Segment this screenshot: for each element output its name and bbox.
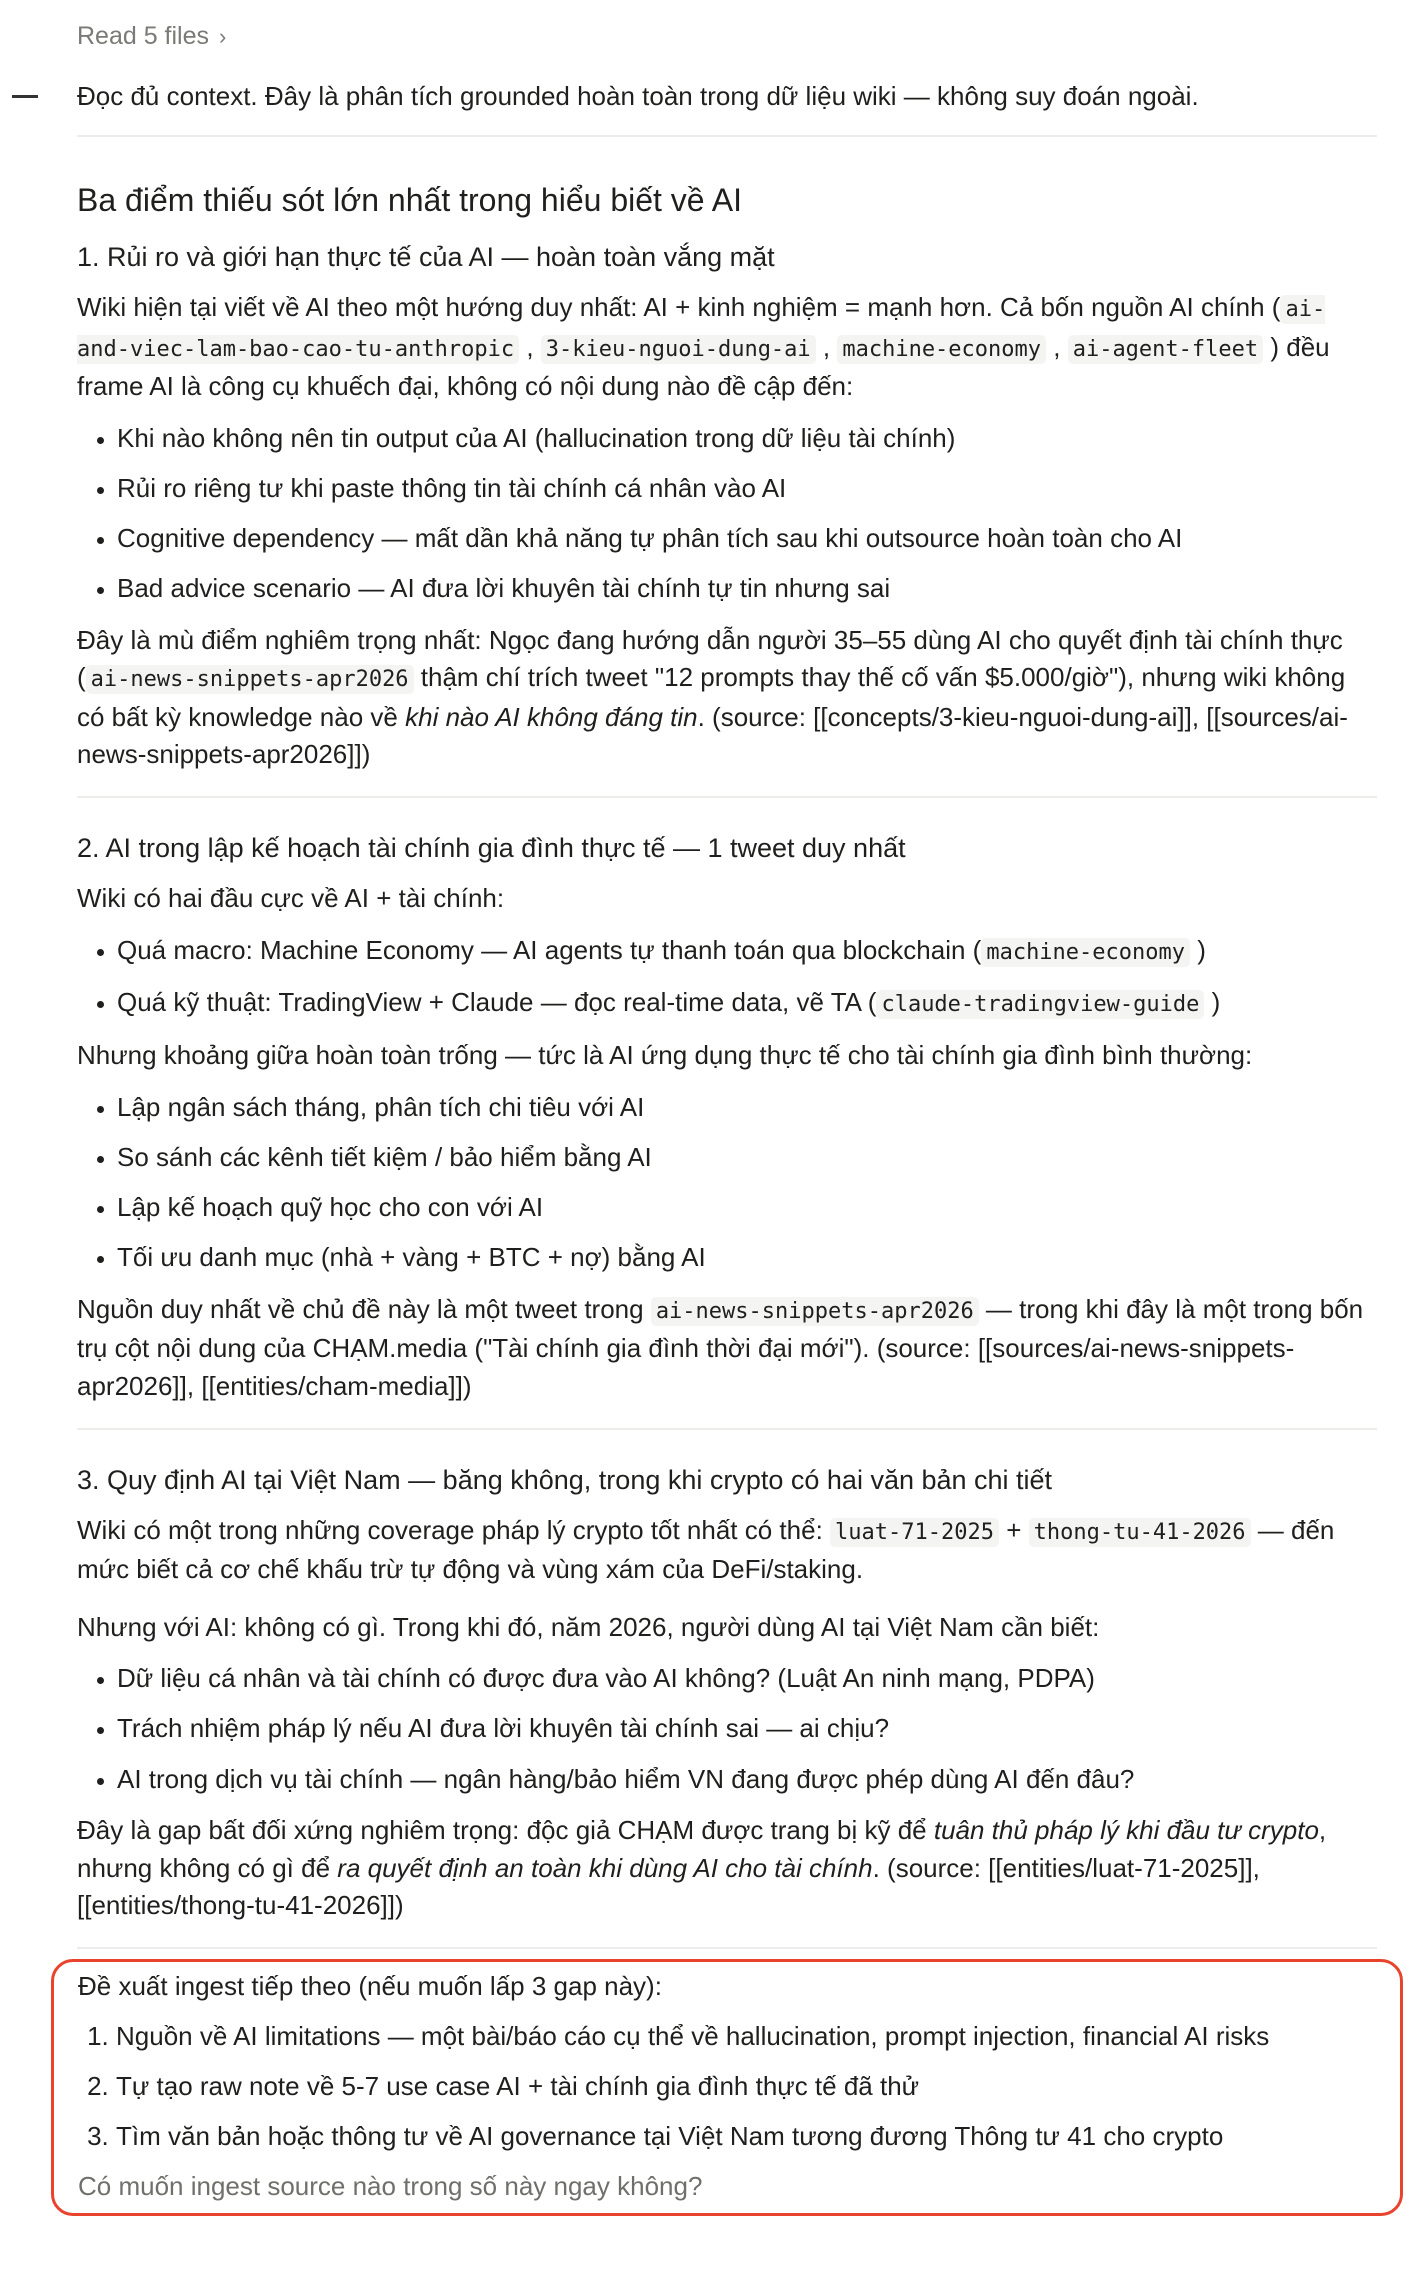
- list-item: • Lập ngân sách tháng, phân tích chi tiêu với AI: [117, 1089, 1377, 1127]
- section-1: [77, 237, 1377, 774]
- inline-code: ai-news-snippets-apr2026: [651, 1297, 979, 1326]
- text-segment: Đây là gap bất đối xứng nghiêm trọng: độc giả CHẠM được trang bị kỹ để: [77, 1815, 934, 1846]
- list-item: 3. Tìm văn bản hoặc thông tư về AI governance tại Việt Nam tương đương Thông tư 41 cho crypto: [116, 2118, 1376, 2156]
- proposal-list: [78, 2018, 1376, 2156]
- list-item: [117, 932, 1377, 972]
- text-segment: ,: [519, 331, 541, 362]
- bullet-list: [77, 1660, 1377, 1798]
- section-paragraph: [77, 880, 1377, 918]
- inline-code: machine-economy: [981, 938, 1190, 967]
- divider: [77, 1428, 1377, 1430]
- emphasis-text: khi nào AI không đáng tin: [405, 701, 698, 732]
- section-paragraph: [77, 1512, 1377, 1589]
- section-paragraph: [77, 622, 1377, 774]
- text-segment: Nhưng với AI: không có gì. Trong khi đó, năm 2026, người dùng AI tại Việt Nam cần biết:: [77, 1611, 1100, 1642]
- list-item: • So sánh các kênh tiết kiệm / bảo hiểm bằng AI: [117, 1139, 1377, 1177]
- list-item: 2. Tự tạo raw note về 5-7 use case AI + tài chính gia đình thực tế đã thử: [116, 2068, 1376, 2106]
- section-paragraph: [77, 289, 1377, 406]
- text-segment: Wiki có hai đầu cực về AI + tài chính:: [77, 883, 505, 914]
- inline-code: luat-71-2025: [830, 1518, 999, 1547]
- text-segment: ) đều frame AI là công cụ khuếch đại, không có nội dung nào đề cập đến:: [77, 331, 1330, 402]
- section-paragraph: [77, 1609, 1377, 1647]
- text-segment: Wiki có một trong những coverage pháp lý crypto tốt nhất có thể:: [77, 1514, 831, 1545]
- section-heading: 1. Rủi ro và giới hạn thực tế của AI — hoàn toàn vắng mặt: [77, 242, 775, 272]
- emphasis-text: ra quyết định an toàn khi dùng AI cho tài chính: [337, 1852, 873, 1883]
- text-segment: — đến mức biết cả cơ chế khấu trừ tự động và vùng xám của DeFi/staking.: [77, 1514, 1335, 1585]
- inline-code: ai-agent-fleet: [1068, 335, 1263, 364]
- list-item: • Rủi ro riêng tư khi paste thông tin tài chính cá nhân vào AI: [117, 470, 1377, 508]
- text-segment: ,: [815, 331, 838, 362]
- inline-code: ai-and-viec-lam-bao-cao-tu-anthropic: [77, 297, 1326, 362]
- read-files-label: Read 5 files: [77, 22, 210, 50]
- section-heading: 3. Quy định AI tại Việt Nam — băng không, trong khi crypto có hai văn bản chi tiết: [77, 1464, 1053, 1495]
- analysis-title: Ba điểm thiếu sót lớn nhất trong hiểu biết về AI: [77, 182, 742, 218]
- text-segment: ): [1204, 986, 1221, 1017]
- read-files-toggle[interactable]: [77, 22, 226, 51]
- list-item: [117, 984, 1377, 1024]
- section-3: [77, 1460, 1377, 1925]
- list-item: • Khi nào không nên tin output của AI (hallucination trong dữ liệu tài chính): [117, 420, 1377, 458]
- list-item: • AI trong dịch vụ tài chính — ngân hàng/bảo hiểm VN đang được phép dùng AI đến đâu?: [117, 1761, 1377, 1799]
- bullet-list: [77, 932, 1377, 1024]
- inline-code: ai-news-snippets-apr2026: [86, 665, 414, 694]
- text-segment: thậm chí trích tweet "12 prompts thay thế cố vấn $5.000/giờ"), nhưng wiki không có bất kỳ knowledge nào về: [77, 662, 1346, 732]
- list-item: • Trách nhiệm pháp lý nếu AI đưa lời khuyên tài chính sai — ai chịu?: [117, 1710, 1377, 1748]
- text-segment: Nguồn duy nhất về chủ đề này là một tweet trong: [77, 1293, 651, 1324]
- list-item: 1. Nguồn về AI limitations — một bài/báo cáo cụ thể về hallucination, prompt injection, financial AI risks: [116, 2018, 1376, 2056]
- collapse-dash-icon[interactable]: [12, 95, 38, 98]
- text-segment: . (source: [[concepts/3-kieu-nguoi-dung-ai]], [[sources/ai-news-snippets-apr2026]]): [77, 701, 1348, 770]
- text-segment: ): [1190, 934, 1206, 965]
- proposal-heading: Đề xuất ingest tiếp theo (nếu muốn lấp 3 gap này):: [78, 1970, 662, 2001]
- text-segment: Nhưng khoảng giữa hoàn toàn trống — tức là AI ứng dụng thực tế cho tài chính gia đình bình thường:: [77, 1040, 1253, 1071]
- section-paragraph: [77, 1291, 1377, 1406]
- inline-code: 3-kieu-nguoi-dung-ai: [541, 335, 816, 364]
- bullet-list: [77, 420, 1377, 608]
- inline-code: claude-tradingview-guide: [876, 990, 1204, 1019]
- intro-text: Đọc đủ context. Đây là phân tích grounded hoàn toàn trong dữ liệu wiki — không suy đoán ngoài.: [77, 81, 1199, 111]
- ingest-proposal-highlight: [51, 1959, 1403, 2216]
- follow-up-question: Có muốn ingest source nào trong số này ngay không?: [78, 2170, 703, 2201]
- inline-code: thong-tu-41-2026: [1029, 1518, 1251, 1547]
- list-item: • Tối ưu danh mục (nhà + vàng + BTC + nợ) bằng AI: [117, 1239, 1377, 1277]
- divider: [77, 135, 1377, 137]
- text-segment: Quá macro: Machine Economy — AI agents tự thanh toán qua blockchain (: [117, 934, 982, 965]
- section-paragraph: [77, 1037, 1377, 1075]
- text-segment: ,: [1046, 331, 1068, 362]
- text-segment: Quá kỹ thuật: TradingView + Claude — đọc real-time data, vẽ TA (: [117, 986, 877, 1017]
- text-segment: +: [998, 1514, 1029, 1545]
- text-segment: Đây là mù điểm nghiêm trọng nhất: Ngọc đang hướng dẫn người 35–55 dùng AI cho quyết định tài chính thực (: [77, 624, 1343, 693]
- list-item: • Bad advice scenario — AI đưa lời khuyên tài chính tự tin nhưng sai: [117, 570, 1377, 608]
- bullet-list: [77, 1089, 1377, 1277]
- list-item: • Lập kế hoạch quỹ học cho con với AI: [117, 1189, 1377, 1227]
- emphasis-text: tuân thủ pháp lý khi đầu tư crypto: [933, 1815, 1319, 1846]
- inline-code: machine-economy: [837, 335, 1046, 364]
- text-segment: Wiki hiện tại viết về AI theo một hướng duy nhất: AI + kinh nghiệm = mạnh hơn. Cả bốn nguồn AI chính (: [77, 292, 1281, 322]
- text-segment: . (source: [[entities/luat-71-2025]], [[entities/thong-tu-41-2026]]): [77, 1852, 1260, 1921]
- text-segment: , nhưng không có gì để: [77, 1815, 1327, 1883]
- list-item: • Dữ liệu cá nhân và tài chính có được đưa vào AI không? (Luật An ninh mạng, PDPA): [117, 1660, 1377, 1698]
- section-paragraph: [77, 1812, 1377, 1925]
- divider: [77, 1947, 1377, 1949]
- section-heading: 2. AI trong lập kế hoạch tài chính gia đình thực tế — 1 tweet duy nhất: [77, 833, 906, 864]
- chevron-right-icon: ›: [219, 24, 227, 49]
- divider: [77, 796, 1377, 798]
- text-segment: — trong khi đây là một trong bốn trụ cột nội dung của CHẠM.media ("Tài chính gia đình thời đại mới"). (source: [[sources/ai-news-snippets-apr2026]], [[entities/cham-media]]): [77, 1293, 1364, 1401]
- section-2: [77, 828, 1377, 1406]
- list-item: • Cognitive dependency — mất dần khả năng tự phân tích sau khi outsource hoàn toàn cho AI: [117, 520, 1377, 558]
